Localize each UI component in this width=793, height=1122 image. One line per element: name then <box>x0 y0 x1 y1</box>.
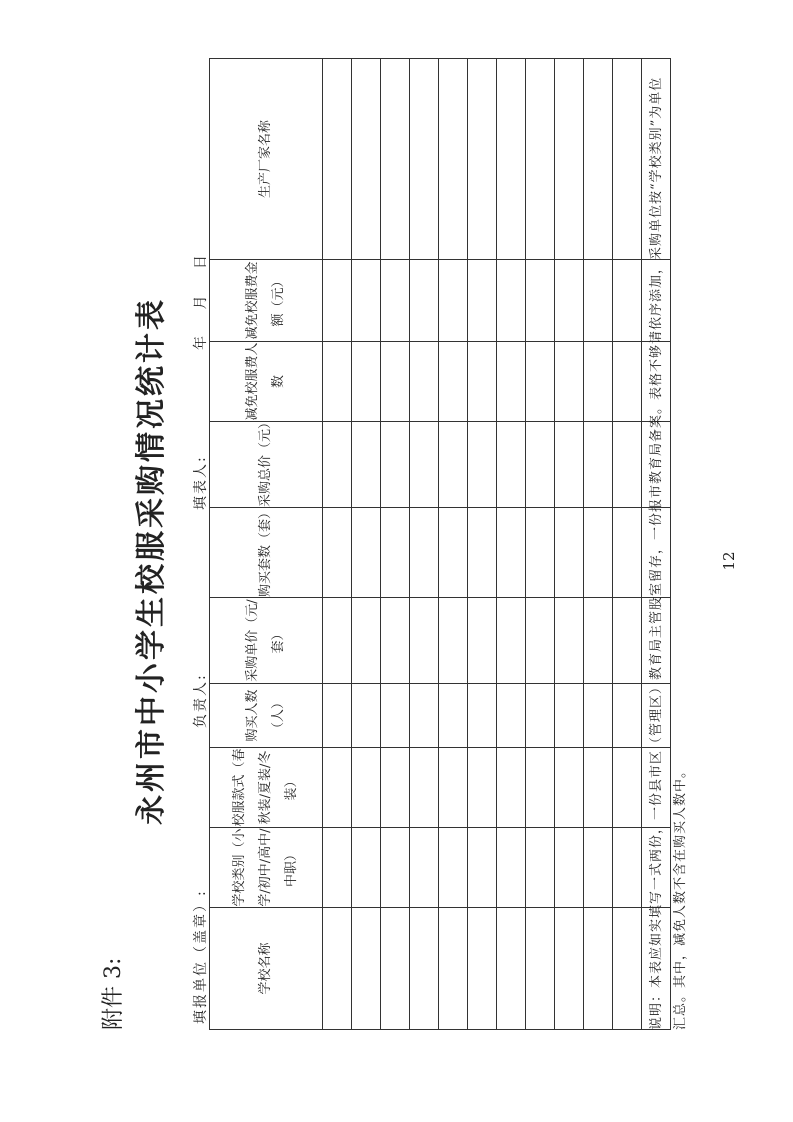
table-cell[interactable] <box>410 260 439 342</box>
page-title: 永州市中小学生校服采购情况统计表 <box>134 297 169 825</box>
table-cell[interactable] <box>381 59 410 260</box>
table-cell[interactable] <box>555 59 584 260</box>
table-cell[interactable] <box>497 684 526 748</box>
table-cell[interactable] <box>410 342 439 422</box>
table-cell[interactable] <box>439 684 468 748</box>
table-cell[interactable] <box>323 598 352 684</box>
table-row <box>410 59 439 1030</box>
table-cell[interactable] <box>613 828 642 908</box>
col-set-count: 购买套数（套） <box>210 508 323 598</box>
table-row <box>468 59 497 1030</box>
table-cell[interactable] <box>497 59 526 260</box>
table-cell[interactable] <box>381 684 410 748</box>
table-body <box>210 59 671 1030</box>
table-cell[interactable] <box>410 508 439 598</box>
table-cell[interactable] <box>555 828 584 908</box>
table-cell[interactable] <box>613 342 642 422</box>
table-cell[interactable] <box>526 260 555 342</box>
table-cell[interactable] <box>613 684 642 748</box>
table-cell[interactable] <box>352 684 381 748</box>
table-cell[interactable] <box>323 260 352 342</box>
table-cell[interactable] <box>323 422 352 508</box>
table-cell[interactable] <box>352 828 381 908</box>
table-cell[interactable] <box>352 422 381 508</box>
table-cell[interactable] <box>323 59 352 260</box>
date-label <box>190 235 210 350</box>
table-cell[interactable] <box>468 598 497 684</box>
table-cell[interactable] <box>555 508 584 598</box>
table-cell[interactable] <box>439 342 468 422</box>
table-cell[interactable] <box>555 598 584 684</box>
table-cell[interactable] <box>584 908 613 1030</box>
table-cell[interactable] <box>468 422 497 508</box>
table-cell[interactable] <box>526 828 555 908</box>
table-cell[interactable] <box>468 684 497 748</box>
table-cell[interactable] <box>584 59 613 260</box>
statistics-table <box>209 58 671 1030</box>
col-exempt-amount: 减免校服费金额（元） <box>210 260 323 342</box>
table-cell[interactable] <box>584 828 613 908</box>
table-cell[interactable] <box>468 828 497 908</box>
table-cell[interactable] <box>526 422 555 508</box>
table-row <box>613 59 642 1030</box>
table-cell[interactable] <box>555 260 584 342</box>
table-cell[interactable] <box>497 908 526 1030</box>
table-cell[interactable] <box>410 684 439 748</box>
col-uniform-style: 校服款式（春秋装/夏装/冬装） <box>210 748 323 828</box>
table-cell[interactable] <box>497 748 526 828</box>
table-row <box>584 59 613 1030</box>
table-row <box>526 59 555 1030</box>
table-row <box>555 59 584 1030</box>
table-cell[interactable] <box>323 908 352 1030</box>
table-cell[interactable] <box>352 508 381 598</box>
table-row <box>439 59 468 1030</box>
table-cell[interactable] <box>352 598 381 684</box>
year-label: 年 <box>193 334 209 350</box>
table-cell[interactable] <box>584 598 613 684</box>
table-cell[interactable] <box>352 908 381 1030</box>
table-cell[interactable] <box>526 508 555 598</box>
col-unit-price: 采购单价（元/套） <box>210 598 323 684</box>
table-cell[interactable] <box>439 598 468 684</box>
table-cell[interactable] <box>439 748 468 828</box>
table-cell[interactable] <box>613 508 642 598</box>
table-cell[interactable] <box>381 908 410 1030</box>
table-cell[interactable] <box>468 260 497 342</box>
table-cell[interactable] <box>410 828 439 908</box>
table-cell[interactable] <box>352 748 381 828</box>
table-cell[interactable] <box>323 684 352 748</box>
table-cell[interactable] <box>468 342 497 422</box>
table-cell[interactable] <box>323 748 352 828</box>
table-cell[interactable] <box>381 508 410 598</box>
table-cell[interactable] <box>555 908 584 1030</box>
table-cell[interactable] <box>381 828 410 908</box>
table-cell[interactable] <box>584 748 613 828</box>
table-cell[interactable] <box>323 828 352 908</box>
table-row <box>352 59 381 1030</box>
table-cell[interactable] <box>497 342 526 422</box>
table-cell[interactable] <box>613 748 642 828</box>
table-cell[interactable] <box>555 684 584 748</box>
col-school-type: 学校类别（小学/初中/高中/中职） <box>210 828 323 908</box>
table-cell[interactable] <box>439 260 468 342</box>
table-header-row <box>210 59 323 1030</box>
table-row <box>323 59 352 1030</box>
table-cell[interactable] <box>613 598 642 684</box>
table-cell[interactable] <box>323 342 352 422</box>
table-cell[interactable] <box>555 422 584 508</box>
table-cell[interactable] <box>410 748 439 828</box>
table-cell[interactable] <box>584 260 613 342</box>
col-buyer-count: 购买人数（人） <box>210 684 323 748</box>
table-cell[interactable] <box>410 908 439 1030</box>
table-cell[interactable] <box>584 422 613 508</box>
table-cell[interactable] <box>439 508 468 598</box>
table-cell[interactable] <box>352 59 381 260</box>
table-cell[interactable] <box>439 59 468 260</box>
table-cell[interactable] <box>468 908 497 1030</box>
table-cell[interactable] <box>584 342 613 422</box>
col-school-name: 学校名称 <box>210 908 323 1030</box>
table-cell[interactable] <box>613 260 642 342</box>
table-cell[interactable] <box>352 342 381 422</box>
table-cell[interactable] <box>381 260 410 342</box>
table-cell[interactable] <box>381 748 410 828</box>
table-cell[interactable] <box>526 59 555 260</box>
table-cell[interactable] <box>584 684 613 748</box>
table-row <box>497 59 526 1030</box>
table-cell[interactable] <box>497 598 526 684</box>
table-cell[interactable] <box>497 508 526 598</box>
table-cell[interactable] <box>439 422 468 508</box>
table-cell[interactable] <box>439 828 468 908</box>
table-cell[interactable] <box>613 422 642 508</box>
col-total-price: 采购总价（元） <box>210 422 323 508</box>
table-cell[interactable] <box>584 508 613 598</box>
table-cell[interactable] <box>526 908 555 1030</box>
table-cell[interactable] <box>555 748 584 828</box>
table-cell[interactable] <box>410 598 439 684</box>
principal-label: 负责人: <box>193 673 209 728</box>
filling-unit-label: 填报单位（盖章）: <box>193 889 209 1024</box>
table-cell[interactable] <box>497 828 526 908</box>
table-cell[interactable] <box>526 598 555 684</box>
table-cell[interactable] <box>468 508 497 598</box>
table-cell[interactable] <box>468 59 497 260</box>
table-cell[interactable] <box>352 260 381 342</box>
month-label: 月 <box>193 293 209 310</box>
table-cell[interactable] <box>497 260 526 342</box>
table-cell[interactable] <box>613 908 642 1030</box>
table-cell[interactable] <box>497 422 526 508</box>
table-cell[interactable] <box>381 422 410 508</box>
table-cell[interactable] <box>381 598 410 684</box>
page-number: 12 <box>720 551 738 571</box>
table-cell[interactable] <box>555 342 584 422</box>
day-label: 日 <box>193 253 209 270</box>
table-cell[interactable] <box>323 508 352 598</box>
note-text: 说明：本表应如实填写一式两份，一份县市区（管理区）教育局主管股室留存，一份报市教育局备案。表格不够请依序添加，采购单位按“学校类别”为单位汇总。其中，减免人数不含在购买人数中。 <box>649 76 688 1030</box>
table-cell[interactable] <box>381 342 410 422</box>
table-cell[interactable] <box>526 342 555 422</box>
table-cell[interactable] <box>410 422 439 508</box>
col-manufacturer: 生产厂家名称 <box>210 59 323 260</box>
table-cell[interactable] <box>468 748 497 828</box>
table-cell[interactable] <box>526 748 555 828</box>
table-cell[interactable] <box>439 908 468 1030</box>
table-cell[interactable] <box>613 59 642 260</box>
table-cell[interactable] <box>410 59 439 260</box>
filler-label: 填表人: <box>193 455 209 510</box>
attachment-label: 附件 3: <box>101 957 126 1030</box>
table-cell[interactable] <box>526 684 555 748</box>
table-row <box>381 59 410 1030</box>
col-exempt-count: 减免校服费人数 <box>210 342 323 422</box>
